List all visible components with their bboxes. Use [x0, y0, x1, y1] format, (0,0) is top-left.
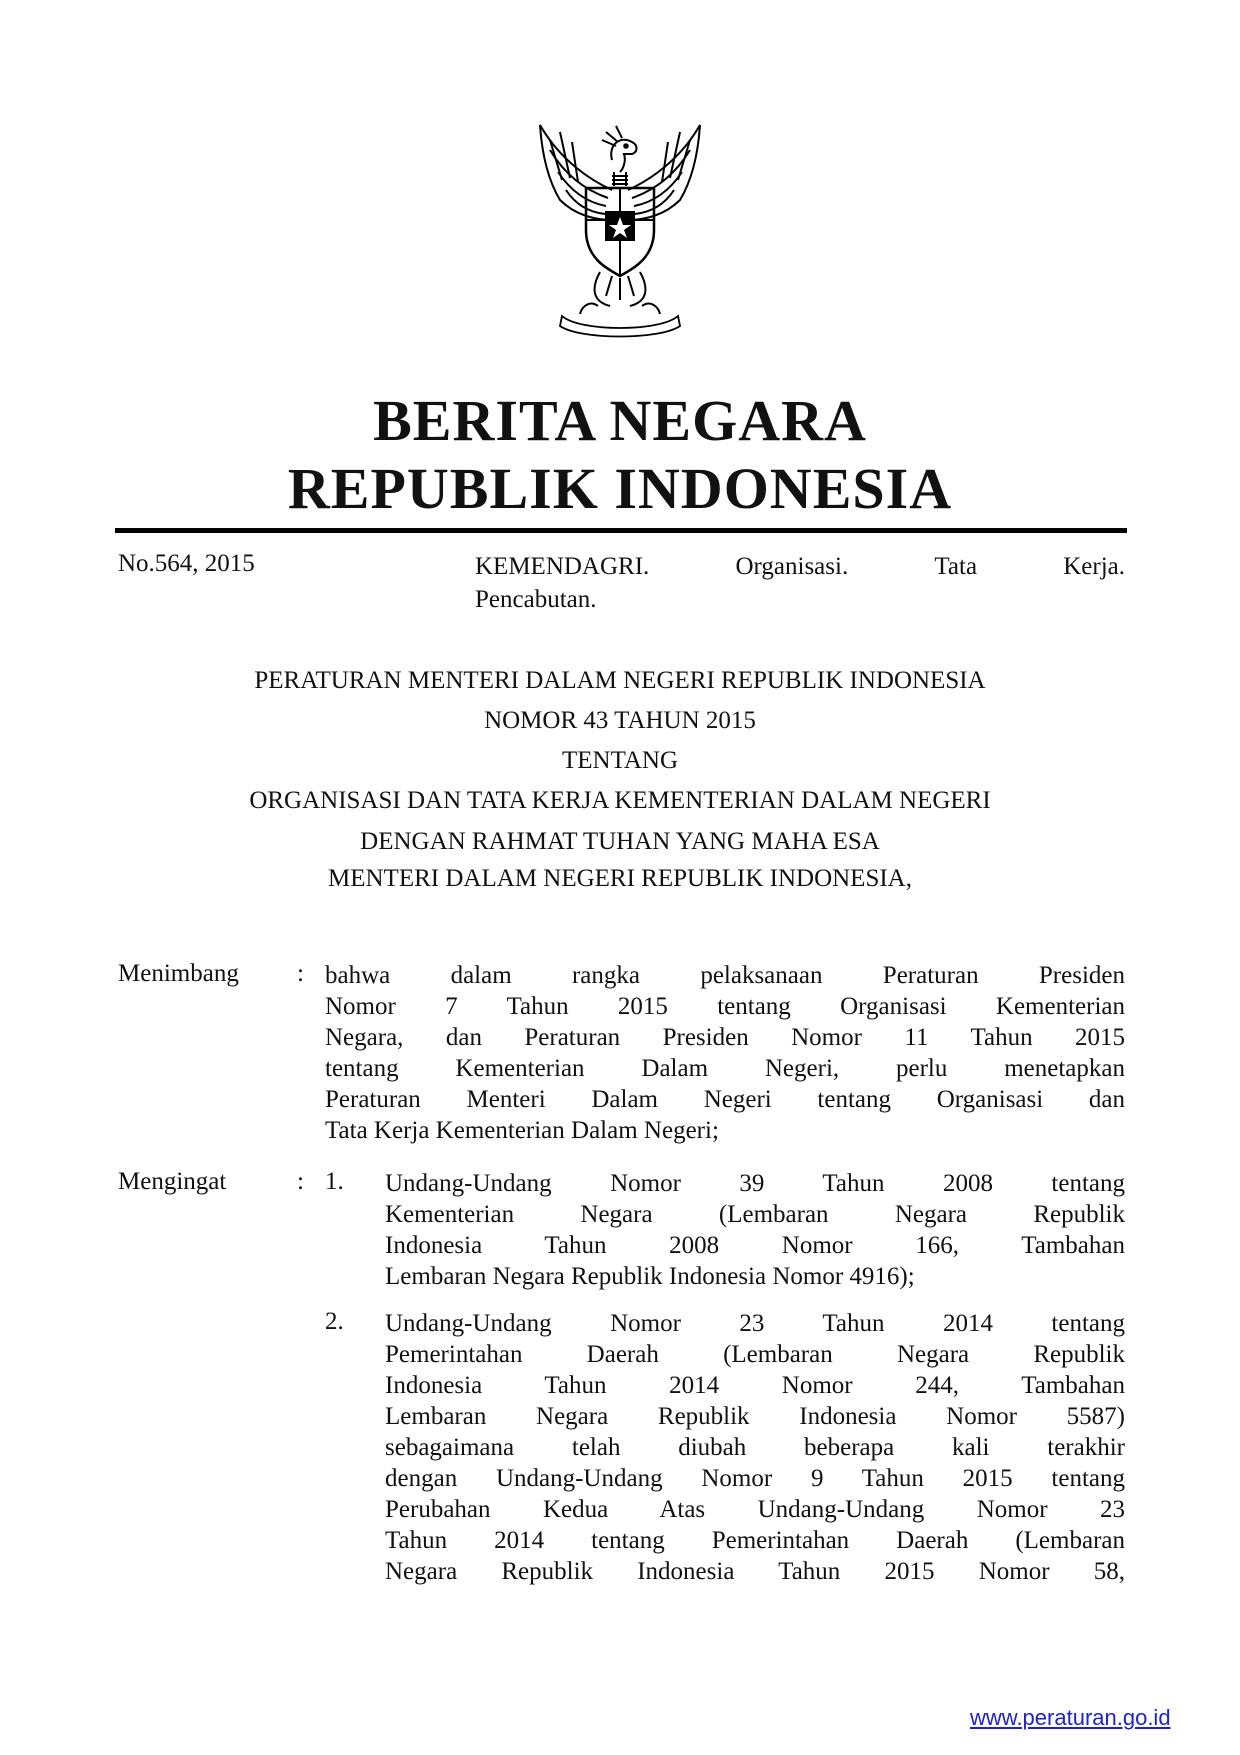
- category-word: Organisasi.: [735, 553, 849, 580]
- text-line: Pemerintahan Daerah (Lembaran Negara Republik: [385, 1341, 1125, 1368]
- masthead-divider: [115, 528, 1127, 533]
- preamble-line-2: MENTERI DALAM NEGERI REPUBLIK INDONESIA,: [328, 865, 912, 892]
- category-word: KEMENDAGRI.: [475, 553, 650, 580]
- menimbang-colon: :: [297, 960, 304, 987]
- text-line: Undang-Undang Nomor 23 Tahun 2014 tentang: [385, 1310, 1125, 1337]
- text-line: Negara Republik Indonesia Tahun 2015 Nomor 58,: [385, 1558, 1125, 1585]
- masthead-subtitle: REPUBLIK INDONESIA: [287, 456, 953, 521]
- text-line: Peraturan Menteri Dalam Negeri tentang Organisasi dan: [325, 1086, 1125, 1113]
- mengingat-item-2: [385, 1308, 1125, 1587]
- text-line: Tahun 2014 tentang Pemerintahan Daerah (Lembaran: [385, 1527, 1125, 1554]
- category-word: Kerja.: [1063, 553, 1125, 580]
- mengingat-label: Mengingat: [118, 1168, 227, 1195]
- gazette-category: [475, 550, 1125, 616]
- text-line: Lembaran Negara Republik Indonesia Nomor 5587): [385, 1403, 1125, 1430]
- regulation-number: NOMOR 43 TAHUN 2015: [484, 707, 756, 734]
- text-line: tentang Kementerian Dalam Negeri, perlu menetapkan: [325, 1055, 1125, 1082]
- mengingat-colon: :: [297, 1168, 304, 1195]
- item-number: 1.: [325, 1168, 344, 1195]
- gazette-number: No.564, 2015: [118, 550, 255, 577]
- text-line: Lembaran Negara Republik Indonesia Nomor 4916);: [385, 1263, 915, 1290]
- regulation-title: PERATURAN MENTERI DALAM NEGERI REPUBLIK INDONESIA: [254, 667, 986, 694]
- menimbang-label: Menimbang: [118, 960, 239, 987]
- preamble-line-1: DENGAN RAHMAT TUHAN YANG MAHA ESA: [360, 828, 880, 855]
- text-line: bahwa dalam rangka pelaksanaan Peraturan Presiden: [325, 962, 1125, 989]
- text-line: Indonesia Tahun 2008 Nomor 166, Tambahan: [385, 1232, 1125, 1259]
- item-number: 2.: [325, 1308, 344, 1335]
- text-line: Tata Kerja Kementerian Dalam Negeri;: [325, 1117, 719, 1144]
- category-line-2: Pencabutan.: [475, 586, 597, 613]
- source-website-link[interactable]: www.peraturan.go.id: [970, 1705, 1171, 1730]
- regulation-tentang: TENTANG: [561, 747, 679, 774]
- menimbang-text: [325, 960, 1125, 1146]
- text-line: Kementerian Negara (Lembaran Negara Republik: [385, 1201, 1125, 1228]
- text-line: Undang-Undang Nomor 39 Tahun 2008 tentang: [385, 1170, 1125, 1197]
- text-line: Perubahan Kedua Atas Undang-Undang Nomor 23: [385, 1496, 1125, 1523]
- text-line: dengan Undang-Undang Nomor 9 Tahun 2015 tentang: [385, 1465, 1125, 1492]
- regulation-subject: ORGANISASI DAN TATA KERJA KEMENTERIAN DALAM NEGERI: [249, 787, 991, 814]
- text-line: Nomor 7 Tahun 2015 tentang Organisasi Kementerian: [325, 993, 1125, 1020]
- text-line: Negara, dan Peraturan Presiden Nomor 11 Tahun 2015: [325, 1024, 1125, 1051]
- mengingat-item-1: [385, 1168, 1125, 1292]
- garuda-pancasila-emblem: [520, 120, 720, 340]
- masthead-title: BERITA NEGARA: [373, 388, 867, 453]
- category-word: Tata: [934, 553, 978, 580]
- text-line: Indonesia Tahun 2014 Nomor 244, Tambahan: [385, 1372, 1125, 1399]
- text-line: sebagaimana telah diubah beberapa kali terakhir: [385, 1434, 1125, 1461]
